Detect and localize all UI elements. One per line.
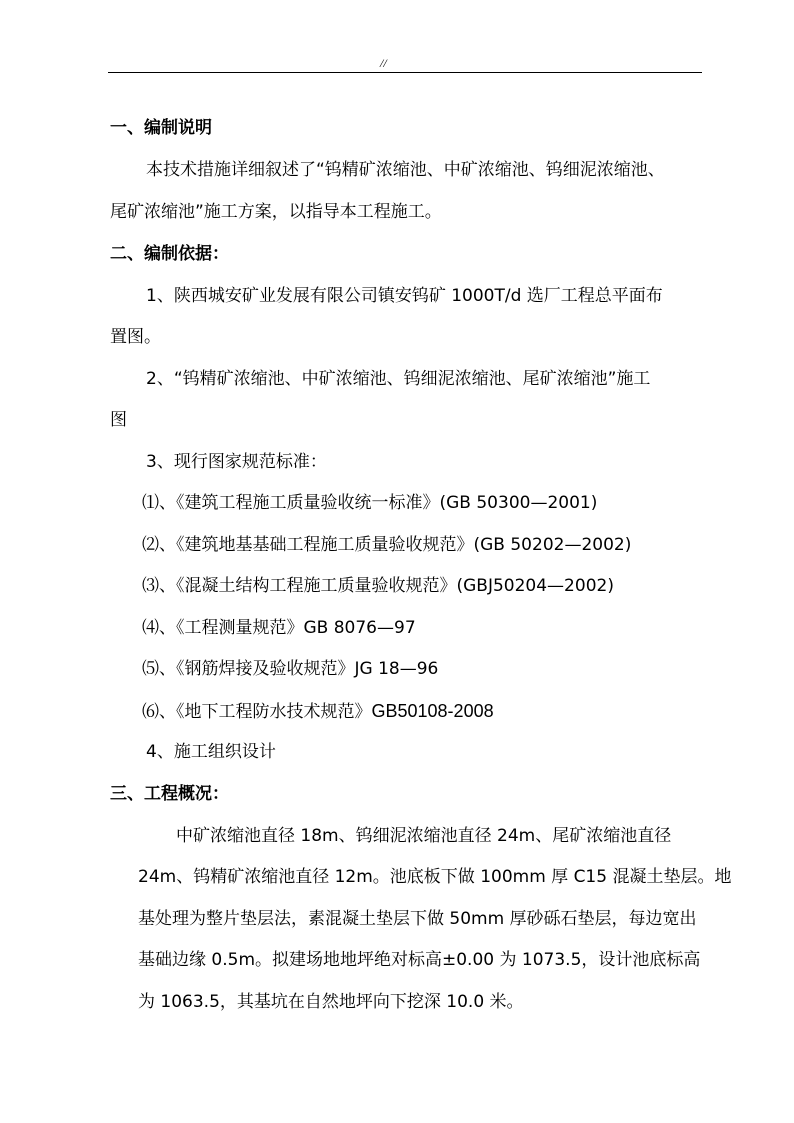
section-1-paragraph-line-2: 尾矿浓缩池”施工方案，以指导本工程施工。 xyxy=(110,202,442,222)
basis-item-4: 4、施工组织设计 xyxy=(146,742,276,762)
section-1-paragraph-line-1: 本技术措施详细叙述了“钨精矿浓缩池、中矿浓缩池、钨细泥浓缩池、 xyxy=(146,160,665,180)
overview-line-3: 基处理为整片垫层法，素混凝土垫层下做 50mm 厚砂砾石垫层，每边宽出 xyxy=(138,909,697,929)
standard-item: ⑶、《混凝土结构工程施工质量验收规范》(GBJ50204—2002) xyxy=(142,576,614,596)
standard-item: ⑷、《工程测量规范》GB 8076—97 xyxy=(142,618,416,638)
section-1-title: 一、编制说明 xyxy=(110,118,212,138)
overview-line-2: 24m、钨精矿浓缩池直径 12m。池底板下做 100mm 厚 C15 混凝土垫层。地 xyxy=(138,867,732,887)
standard-item: ⑸、《钢筋焊接及验收规范》JG 18—96 xyxy=(142,659,439,679)
basis-item-1-line-1: 1、陕西城安矿业发展有限公司镇安钨矿 1000T/d 选厂工程总平面布 xyxy=(146,286,663,306)
standard-item: ⑵、《建筑地基基础工程施工质量验收规范》(GB 50202—2002) xyxy=(142,535,632,555)
standard-6-code: GB50108-2008 xyxy=(371,701,494,721)
section-2-title: 二、编制依据： xyxy=(110,244,229,264)
standard-6-title: ⑹、《地下工程防水技术规范》 xyxy=(142,702,372,722)
standard-item-6 xyxy=(142,699,494,724)
standard-item: ⑴、《建筑工程施工质量验收统一标准》(GB 50300—2001) xyxy=(142,493,598,513)
basis-item-2-line-1: 2、“钨精矿浓缩池、中矿浓缩池、钨细泥浓缩池、尾矿浓缩池”施工 xyxy=(146,369,651,389)
overview-line-5: 为 1063.5，其基坑在自然地坪向下挖深 10.0 米。 xyxy=(138,992,524,1012)
overview-line-4: 基础边缘 0.5m。拟建场地地坪绝对标高±0.00 为 1073.5，设计池底标高 xyxy=(138,950,701,970)
header-rule xyxy=(108,72,702,73)
section-3-title: 三、工程概况： xyxy=(110,784,229,804)
basis-item-1-line-2: 置图。 xyxy=(110,327,161,347)
overview-line-1: 中矿浓缩池直径 18m、钨细泥浓缩池直径 24m、尾矿浓缩池直径 xyxy=(176,826,672,846)
basis-item-2-line-2: 图 xyxy=(110,410,127,430)
basis-item-3: 3、现行图家规范标准： xyxy=(146,452,327,472)
header-mark: // xyxy=(380,56,387,70)
